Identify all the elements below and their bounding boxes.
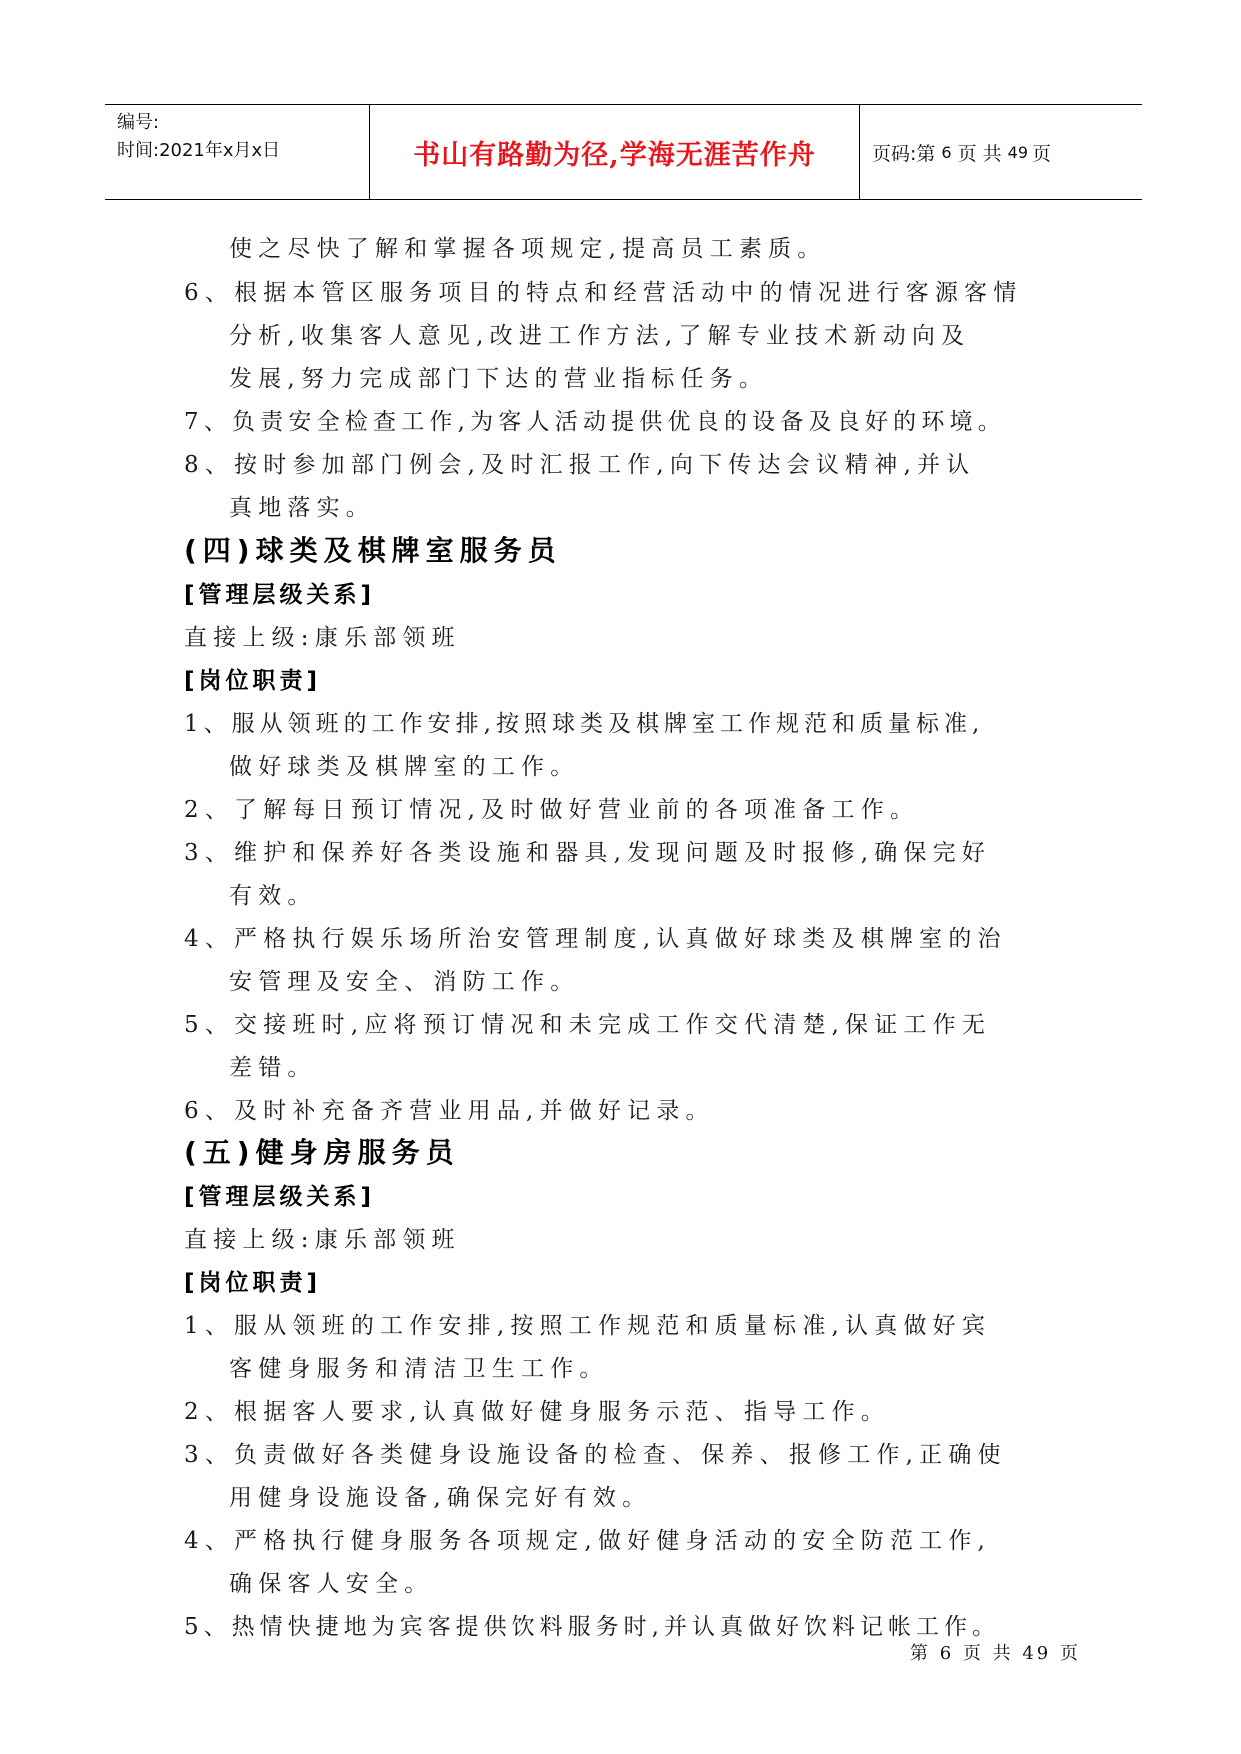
section-heading-5: (五)健身房服务员	[184, 1136, 460, 1169]
page-prefix: 页码:第	[872, 142, 936, 165]
list-item: 5、热情快捷地为宾客提供饮料服务时,并认真做好饮料记帐工作。	[184, 1614, 1000, 1640]
body-line: 真地落实。	[229, 495, 375, 521]
subheading-hierarchy: [管理层级关系]	[184, 582, 376, 608]
body-line: 用健身设施设备,确保完好有效。	[229, 1485, 652, 1511]
body-line: 确保客人安全。	[229, 1571, 434, 1597]
subheading-duties: [岗位职责]	[184, 668, 322, 694]
supervisor-line: 直接上级:康乐部领班	[184, 1227, 461, 1253]
supervisor-line: 直接上级:康乐部领班	[184, 625, 461, 651]
body-line: 有效。	[229, 883, 317, 909]
list-item: 2、根据客人要求,认真做好健身服务示范、指导工作。	[184, 1399, 890, 1425]
body-line: 做好球类及棋牌室的工作。	[229, 754, 580, 780]
page-number: 6	[941, 142, 952, 162]
list-item: 5、交接班时,应将预订情况和未完成工作交代清楚,保证工作无	[184, 1012, 992, 1038]
page-mid: 页 共	[957, 142, 1002, 165]
body-line: 使之尽快了解和掌握各项规定,提高员工素质。	[229, 236, 827, 262]
list-item: 2、了解每日预订情况,及时做好营业前的各项准备工作。	[184, 797, 920, 823]
body-line: 客健身服务和清洁卫生工作。	[229, 1356, 609, 1382]
body-line: 差错。	[229, 1055, 317, 1081]
list-item: 1、服从领班的工作安排,按照工作规范和质量标准,认真做好宾	[184, 1313, 992, 1339]
list-item: 3、维护和保养好各类设施和器具,发现问题及时报修,确保完好	[184, 840, 992, 866]
page-total: 49	[1007, 142, 1028, 162]
page-suffix: 页	[1032, 142, 1052, 165]
header-motto: 书山有路勤为径,学海无涯苦作舟	[413, 139, 816, 171]
body-line: 发展,努力完成部门下达的营业指标任务。	[229, 366, 769, 392]
list-item: 1、服从领班的工作安排,按照球类及棋牌室工作规范和质量标准,	[184, 711, 985, 737]
list-item: 4、严格执行健身服务各项规定,做好健身活动的安全防范工作,	[184, 1528, 992, 1554]
page-footer: 第 6 页 共 49 页	[910, 1643, 1081, 1664]
document-number-label: 编号:	[117, 112, 160, 133]
list-item: 8、按时参加部门例会,及时汇报工作,向下传达会议精神,并认	[184, 452, 976, 478]
subheading-duties: [岗位职责]	[184, 1270, 322, 1296]
list-item: 6、及时补充备齐营业用品,并做好记录。	[184, 1098, 715, 1124]
list-item: 6、根据本管区服务项目的特点和经营活动中的情况进行客源客情	[184, 280, 1023, 306]
section-heading-4: (四)球类及棋牌室服务员	[184, 534, 562, 567]
list-item: 4、严格执行娱乐场所治安管理制度,认真做好球类及棋牌室的治	[184, 926, 1007, 952]
body-line: 安管理及安全、消防工作。	[229, 969, 580, 995]
subheading-hierarchy: [管理层级关系]	[184, 1184, 376, 1210]
document-time: 时间:2021年x月x日	[117, 140, 281, 161]
list-item: 3、负责做好各类健身设施设备的检查、保养、报修工作,正确使	[184, 1442, 1007, 1468]
list-item: 7、负责安全检查工作,为客人活动提供优良的设备及良好的环境。	[184, 409, 1006, 435]
body-line: 分析,收集客人意见,改进工作方法,了解专业技术新动向及	[229, 323, 971, 349]
